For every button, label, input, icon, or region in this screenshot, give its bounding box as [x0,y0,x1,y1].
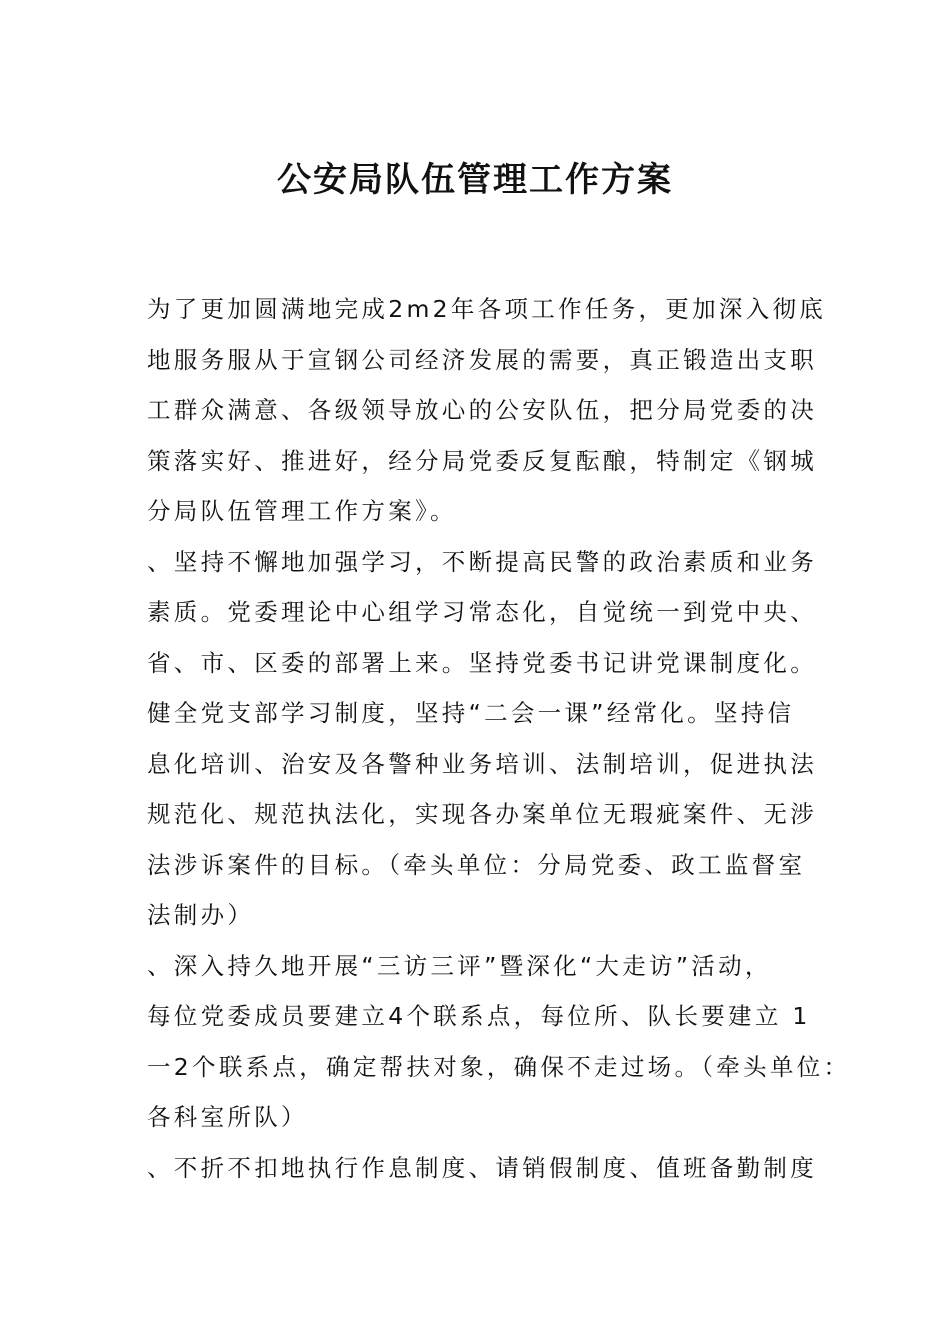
body-line: 为了更加圆满地完成2m2年各项工作任务，更加深入彻底 [147,295,827,323]
body-line: 各科室所队） [147,1103,308,1131]
body-line: 工群众满意、各级领导放心的公安队伍，把分局党委的决 [147,396,817,424]
body-line: 、坚持不懈地加强学习，不断提高民警的政治素质和业务 [147,547,817,576]
body-line: 、深入持久地开展“三访三评”暨深化“大走访”活动， [147,951,772,980]
body-line: 法制办） [147,901,255,929]
body-line: 法涉诉案件的目标。（牵头单位：分局党委、政工监督室 [147,850,806,879]
body-line: 、不折不扣地执行作息制度、请销假制度、值班备勤制度 [147,1153,817,1182]
body-line: 分局队伍管理工作方案》。 [147,497,457,525]
body-line: 息化培训、治安及各警种业务培训、法制培训，促进执法 [147,749,817,778]
body-line: 健全党支部学习制度，坚持“二会一课”经常化。坚持信 [147,699,795,727]
body-line: 省、市、区委的部署上来。坚持党委书记讲党课制度化。 [147,648,817,677]
body-line: 每位党委成员要建立4个联系点，每位所、队长要建立 1 [147,1002,811,1030]
body-line: 规范化、规范执法化，实现各办案单位无瑕疵案件、无涉 [147,800,817,828]
body-line: 素质。党委理论中心组学习常态化，自觉统一到党中央、 [147,598,817,626]
body-line: 地服务服从于宣钢公司经济发展的需要，真正锻造出支职 [147,345,817,374]
document-body [147,284,851,1193]
body-line: 一2个联系点，确定帮扶对象，确保不走过场。（牵头单位： [147,1052,851,1081]
body-line: 策落实好、推进好，经分局党委反复酝酿，特制定《钢城 [147,446,817,475]
document-title: 公安局队伍管理工作方案 [277,160,673,200]
